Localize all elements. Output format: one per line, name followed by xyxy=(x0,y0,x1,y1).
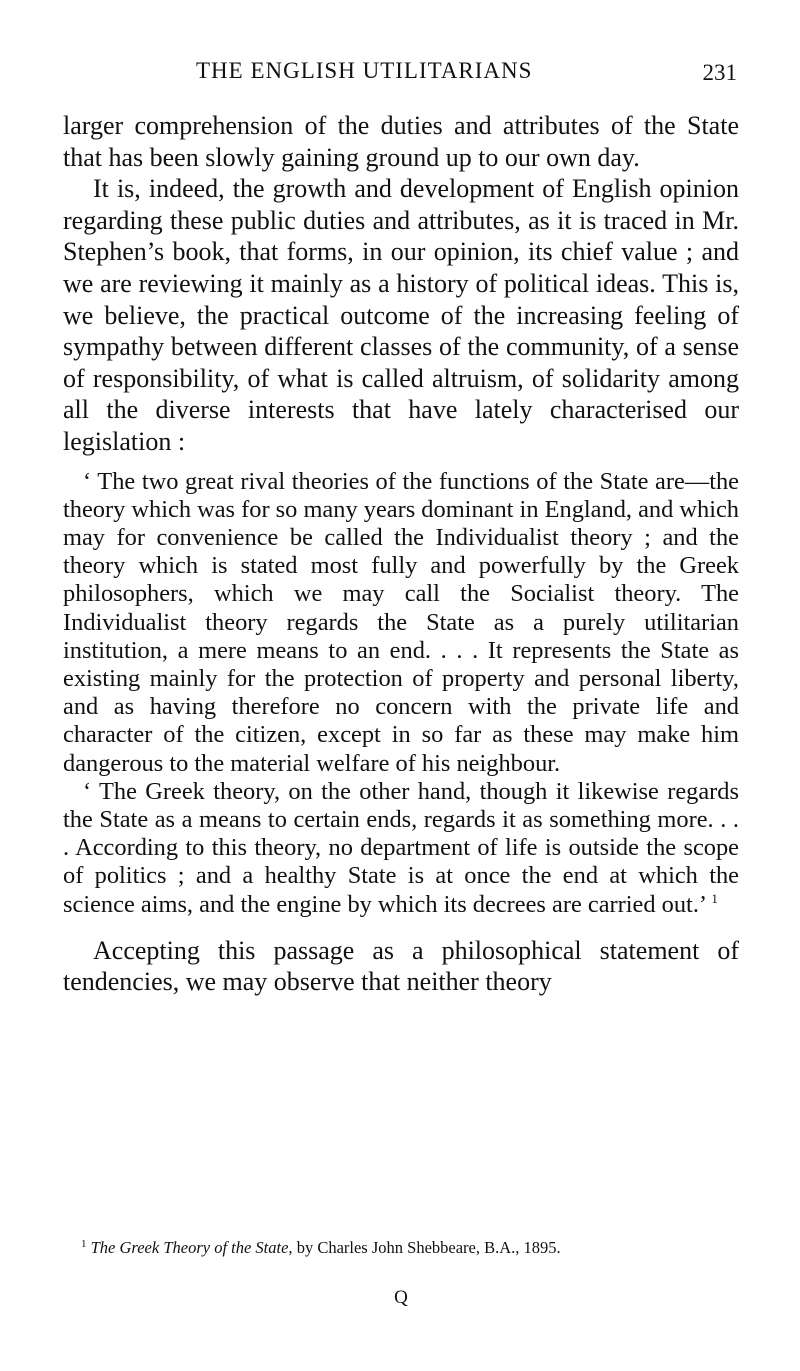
quote-text: ‘ The Greek theory, on the other hand, though it likewise regards the State as a means to certain ends, regards it as something more. . . . According to this theory, no department of life is outside the scope of politics ; and a healthy State is at once the end at which the science aims, and the engine by which its decrees are carried out.’ xyxy=(63,777,739,918)
page-number: 231 xyxy=(702,60,737,85)
footnote-text xyxy=(63,1235,739,1260)
footnote xyxy=(63,1235,739,1260)
closing-paragraph: Accepting this passage as a philosophical statement of tendencies, we may observe that neither theory xyxy=(63,935,739,997)
block-quote xyxy=(63,468,739,919)
book-page xyxy=(63,0,739,1371)
quote-paragraph: ‘ The two great rival theories of the functions of the State are—the theory which was for so many years dominant in England, and which may for convenience be called the Individualist theory ; and the theory which is stated most fully and powerfully by the Greek philosophers, which we may call the Socialist theory. The Individualist theory regards the State as a purely utilitarian institution, a mere means to an end. . . . It represents the State as existing mainly for the protection of property and personal liberty, and as having therefore no concern with the private life and character of the citizen, except in so far as these may make him dangerous to the material welfare of his neighbour. xyxy=(63,467,740,777)
paragraph: It is, indeed, the growth and development of English opinion regarding these public duties and attributes, as it is traced in Mr. Stephen’s book, that forms, in our opinion, its chief value ; and we are reviewing it mainly as a history of political ideas. This is, we believe, the practical outcome of the increasing feeling of sympathy between different classes of the community, of a sense of responsibility, of what is called altruism, of solidarity among all the diverse interests that have lately characterised our legislation : xyxy=(63,174,739,456)
body-text xyxy=(63,110,739,998)
quote-paragraph-last xyxy=(63,778,739,919)
footnote-book-title: The Greek Theory of the State, xyxy=(90,1238,293,1257)
footnote-citation: by Charles John Shebbeare, B.A., 1895. xyxy=(292,1238,561,1257)
running-title: THE ENGLISH UTILITARIANS xyxy=(196,58,533,83)
signature-mark: Q xyxy=(394,1287,408,1308)
paragraph-continued: larger comprehension of the duties and attributes of the State that has been slowly gaining ground up to our own day. xyxy=(63,111,739,172)
footnote-marker: 1 xyxy=(81,1238,87,1250)
footnote-reference: 1 xyxy=(711,890,718,906)
running-head xyxy=(63,58,739,90)
